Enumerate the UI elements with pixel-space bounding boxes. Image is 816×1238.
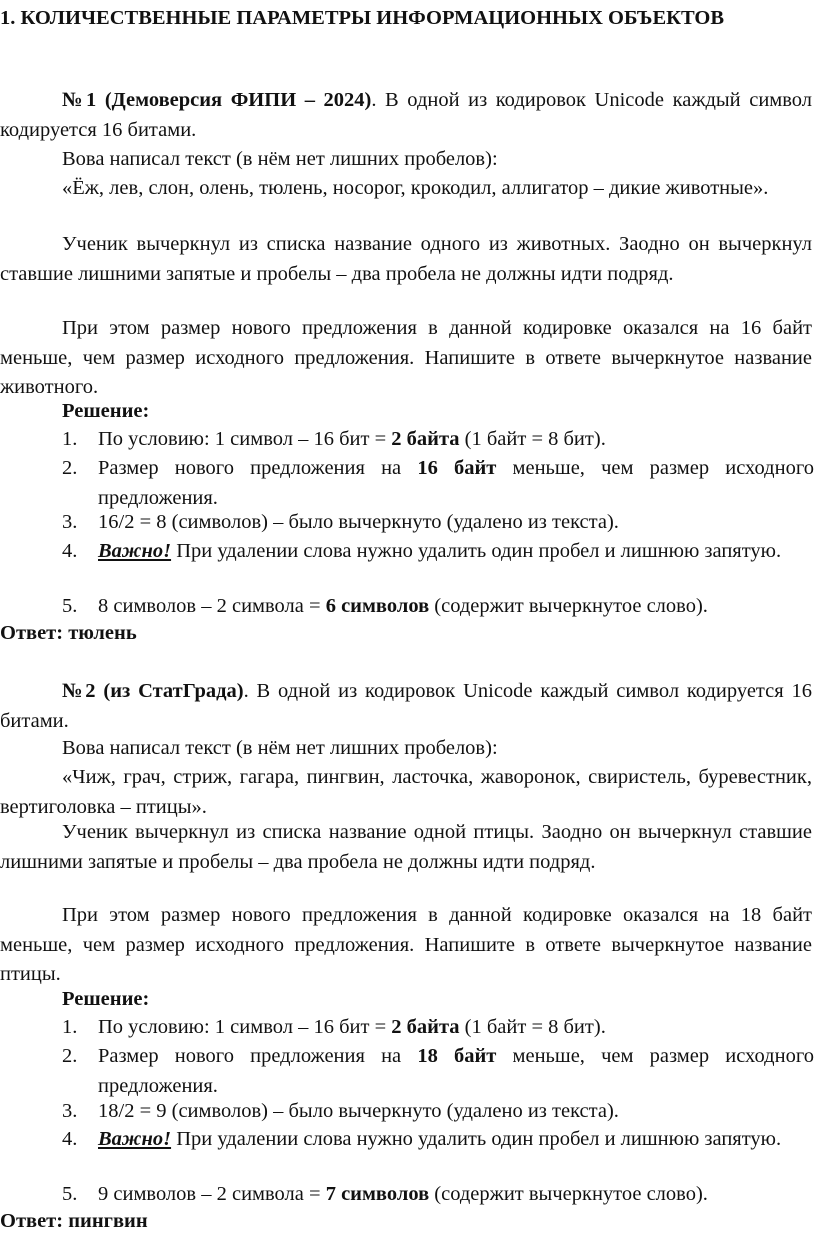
task-1-step: 5. 8 символов – 2 символа = 6 символов (содержит вычеркнутое слово). — [62, 595, 708, 617]
task-2-paragraph: При этом размер нового предложения в данной кодировке оказался на 18 байт меньше, чем размер исходного предложения. Напишите в ответе вычеркнутое название птицы. — [0, 904, 812, 985]
task-1-step: 1. По условию: 1 символ – 16 бит = 2 байта (1 байт = 8 бит). — [62, 428, 606, 450]
task-1-step: 3. 16/2 = 8 (символов) – было вычеркнуто (удалено из текста). — [62, 511, 619, 533]
task-2-paragraph: Ученик вычеркнул из списка название одной птицы. Заодно он вычеркнул ставшие лишними запятые и пробелы – два пробела не должны идти подряд. — [0, 821, 812, 873]
task-1-solution-label: Решение: — [62, 400, 150, 422]
task-2-quote: «Чиж, грач, стриж, гагара, пингвин, ласточка, жаворонок, свиристель, буревестник, вертиголовка – птицы». — [0, 766, 812, 818]
task-2-title: №2 (из СтатГрада) — [62, 680, 244, 702]
task-2-step: 4. Важно! При удалении слова нужно удалить один пробел и лишнюю запятую. — [62, 1128, 782, 1150]
important-note: Важно! — [98, 540, 172, 562]
task-1-paragraph: Вова написал текст (в нём нет лишних пробелов): — [62, 148, 498, 170]
task-1-quote: «Ёж, лев, слон, олень, тюлень, носорог, крокодил, аллигатор – дикие животные». — [62, 177, 769, 199]
task-1-paragraph: Ученик вычеркнул из списка название одного из животных. Заодно он вычеркнул ставшие лишними запятые и пробелы – два пробела не должны идти подряд. — [0, 233, 812, 285]
important-note: Важно! — [98, 1128, 172, 1150]
task-1-intro: №1 (Демоверсия ФИПИ – 2024). В одной из кодировок Unicode каждый символ кодируется 16 битами. — [0, 89, 813, 141]
task-2-intro: №2 (из СтатГрада). В одной из кодировок Unicode каждый символ кодируется 16 битами. — [0, 680, 812, 732]
task-1-paragraph: При этом размер нового предложения в данной кодировке оказался на 16 байт меньше, чем размер исходного предложения. Напишите в ответе вычеркнутое название животного. — [0, 317, 812, 398]
task-2-answer: Ответ: пингвин — [0, 1210, 148, 1232]
task-1-step: 4. Важно! При удалении слова нужно удалить один пробел и лишнюю запятую. — [62, 540, 782, 562]
section-heading: 1. КОЛИЧЕСТВЕННЫЕ ПАРАМЕТРЫ ИНФОРМАЦИОННЫХ ОБЪЕКТОВ — [0, 7, 725, 29]
task-2-step: 3. 18/2 = 9 (символов) – было вычеркнуто (удалено из текста). — [62, 1100, 619, 1122]
task-2-step: 2. Размер нового предложения на 18 байт меньше, чем размер исходного предложения. — [62, 1045, 814, 1097]
task-1-answer: Ответ: тюлень — [0, 622, 137, 644]
task-2-paragraph: Вова написал текст (в нём нет лишних пробелов): — [62, 737, 498, 759]
task-2-solution-label: Решение: — [62, 988, 150, 1010]
task-1-step: 2. Размер нового предложения на 16 байт меньше, чем размер исходного предложения. — [62, 457, 814, 509]
task-1-title: №1 (Демоверсия ФИПИ – 2024) — [62, 89, 372, 111]
task-2-step: 5. 9 символов – 2 символа = 7 символов (содержит вычеркнутое слово). — [62, 1183, 708, 1205]
task-2-step: 1. По условию: 1 символ – 16 бит = 2 байта (1 байт = 8 бит). — [62, 1016, 606, 1038]
